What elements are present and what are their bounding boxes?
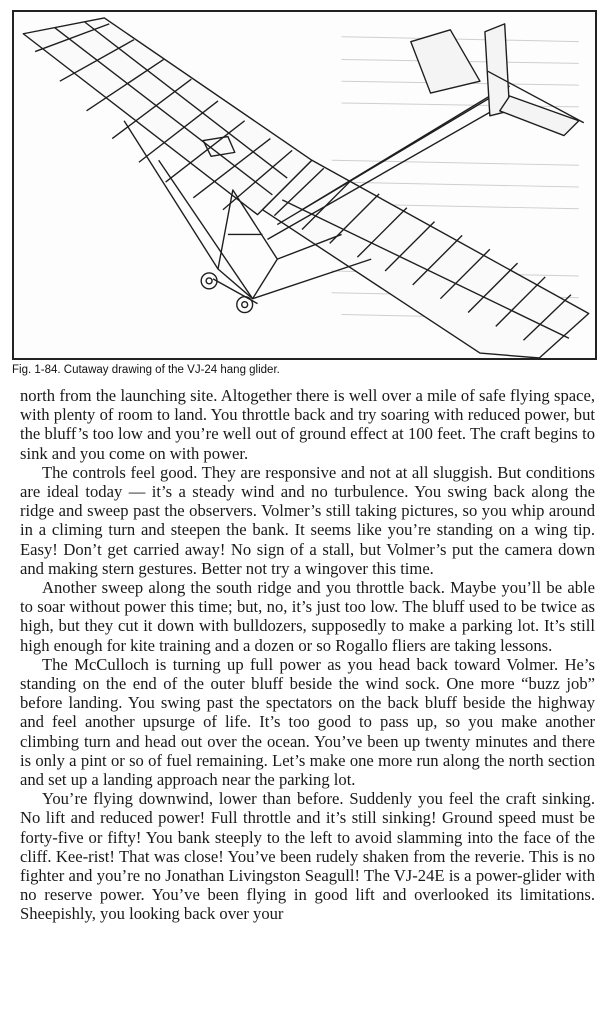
hang-glider-cutaway-drawing [14,12,595,358]
paragraph: north from the launching site. Altogether there is well over a mile of safe flying space, with plenty of room to land. You throttle back and try soaring with reduced power, but the bluff’s too low and you’re well out of ground effect at 100 feet. The craft begins to sink and you come on with power. [20,386,595,463]
paragraph: The controls feel good. They are responsive and not at all sluggish. But conditions are ideal today — it’s a steady wind and no turbulence. You swing back along the ridge and sweep past the observers. Volmer’s still taking pictures, so you whip around in a climing turn and steepen the bank. It seems like you’re standing on a wing tip. Easy! Don’t get carried away! No sign of a stall, but Volmer’s put the camera down and making stern gestures. Better not try a wingover this time. [20,462,595,578]
paragraph: The McCulloch is turning up full power as you head back toward Volmer. He’s standing on the end of the outer bluff beside the wind sock. One more “buzz job” before landing. You swing past the spectators on the back bluff beside the highway and feel another upsurge of life. It’s too good to pass up, so you make another climbing turn and head out over the ocean. You’ve been up twenty minutes and there is only a pint or so of fuel remaining. Let’s make one more run along the north section and set up a landing approach near the parking lot. [20,654,595,790]
figure-frame [12,10,597,360]
figure-caption: Fig. 1-84. Cutaway drawing of the VJ-24 hang glider. [12,364,280,376]
paragraph: You’re flying downwind, lower than before. Suddenly you feel the craft sinking. No lift and reduced power! Full throttle and it’s still sinking! Ground speed must be forty-five or fifty! You bank steeply to the left to avoid slamming into the face of the cliff. Kee-rist! That was close! You’ve been rudely shaken from the reverie. This is no fighter and you’re no Jonathan Livingston Seagull! The VJ-24E is a power-glider with no reserve power. You’ve been flying in good lift and overlooked its limitations. Sheepishly, you looking back over your [20,789,595,924]
paragraph: Another sweep along the south ridge and you throttle back. Maybe you’ll be able to soar without power this time; but, no, it’s just too low. The bluff used to be twice as high, but they cut it down with bulldozers, supposedly to make a parking lot. It’s still high enough for kite training and a dozen or so Rogallo fliers are taking lessons. [20,578,595,655]
article-body [20,386,595,924]
